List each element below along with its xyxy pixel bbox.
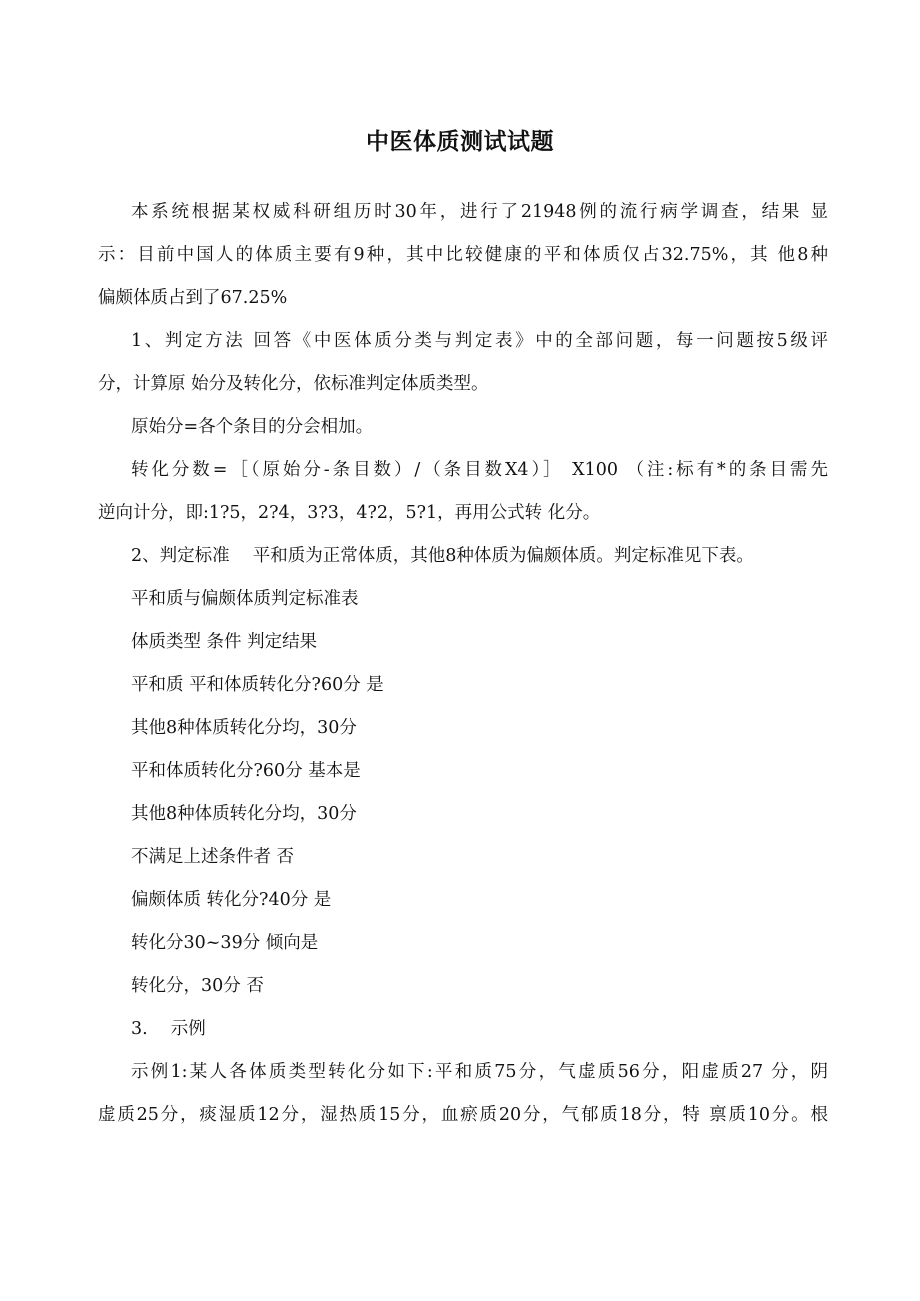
- table-header: 体质类型 条件 判定结果: [131, 632, 318, 652]
- table-row: 偏颇体质 转化分?40分 是: [131, 890, 332, 910]
- table-row: 转化分30~39分 倾向是: [131, 933, 319, 953]
- table-row: 平和体质转化分?60分 基本是: [131, 761, 361, 781]
- formula-line-2: 逆向计分，即:1?5，2?4，3?3，4?2，5?1，再用公式转 化分。: [98, 503, 601, 523]
- formula-line-1: 转化分数=［（原始分-条目数）/（条目数X4）］ X100 （注:标有*的条目需先: [131, 460, 828, 480]
- table-row: 其他8种体质转化分均，30分: [131, 804, 357, 824]
- method-line-2: 分，计算原 始分及转化分，依标准判定体质类型。: [98, 374, 489, 394]
- table-row: 平和质 平和体质转化分?60分 是: [131, 675, 384, 695]
- method-line-1: 1、判定方法 回答《中医体质分类与判定表》中的全部问题，每一问题按5级评: [131, 331, 828, 351]
- example-heading: 3. 示例: [131, 1019, 206, 1039]
- document-title: 中医体质测试试题: [366, 128, 554, 155]
- table-row: 转化分，30分 否: [131, 976, 264, 996]
- example-line-2: 虚质25分，痰湿质12分，湿热质15分，血瘀质20分，气郁质18分，特 禀质10分。根: [98, 1105, 828, 1125]
- standard-line-1: 2、判定标准 平和质为正常体质，其他8种体质为偏颇体质。判定标准见下表。: [131, 546, 754, 566]
- intro-line-2: 示：目前中国人的体质主要有9种，其中比较健康的平和体质仅占32.75%，其 他8种: [98, 245, 828, 265]
- intro-line-3: 偏颇体质占到了67.25%: [98, 288, 288, 308]
- table-row: 不满足上述条件者 否: [131, 847, 295, 867]
- example-line-1: 示例1:某人各体质类型转化分如下:平和质75分，气虚质56分，阳虚质27 分，阴: [131, 1062, 828, 1082]
- table-title: 平和质与偏颇体质判定标准表: [131, 589, 359, 609]
- raw-score-definition: 原始分=各个条目的分会相加。: [131, 417, 374, 437]
- intro-line-1: 本系统根据某权威科研组历时30年，进行了21948例的流行病学调查，结果 显: [131, 202, 828, 222]
- table-row: 其他8种体质转化分均，30分: [131, 718, 357, 738]
